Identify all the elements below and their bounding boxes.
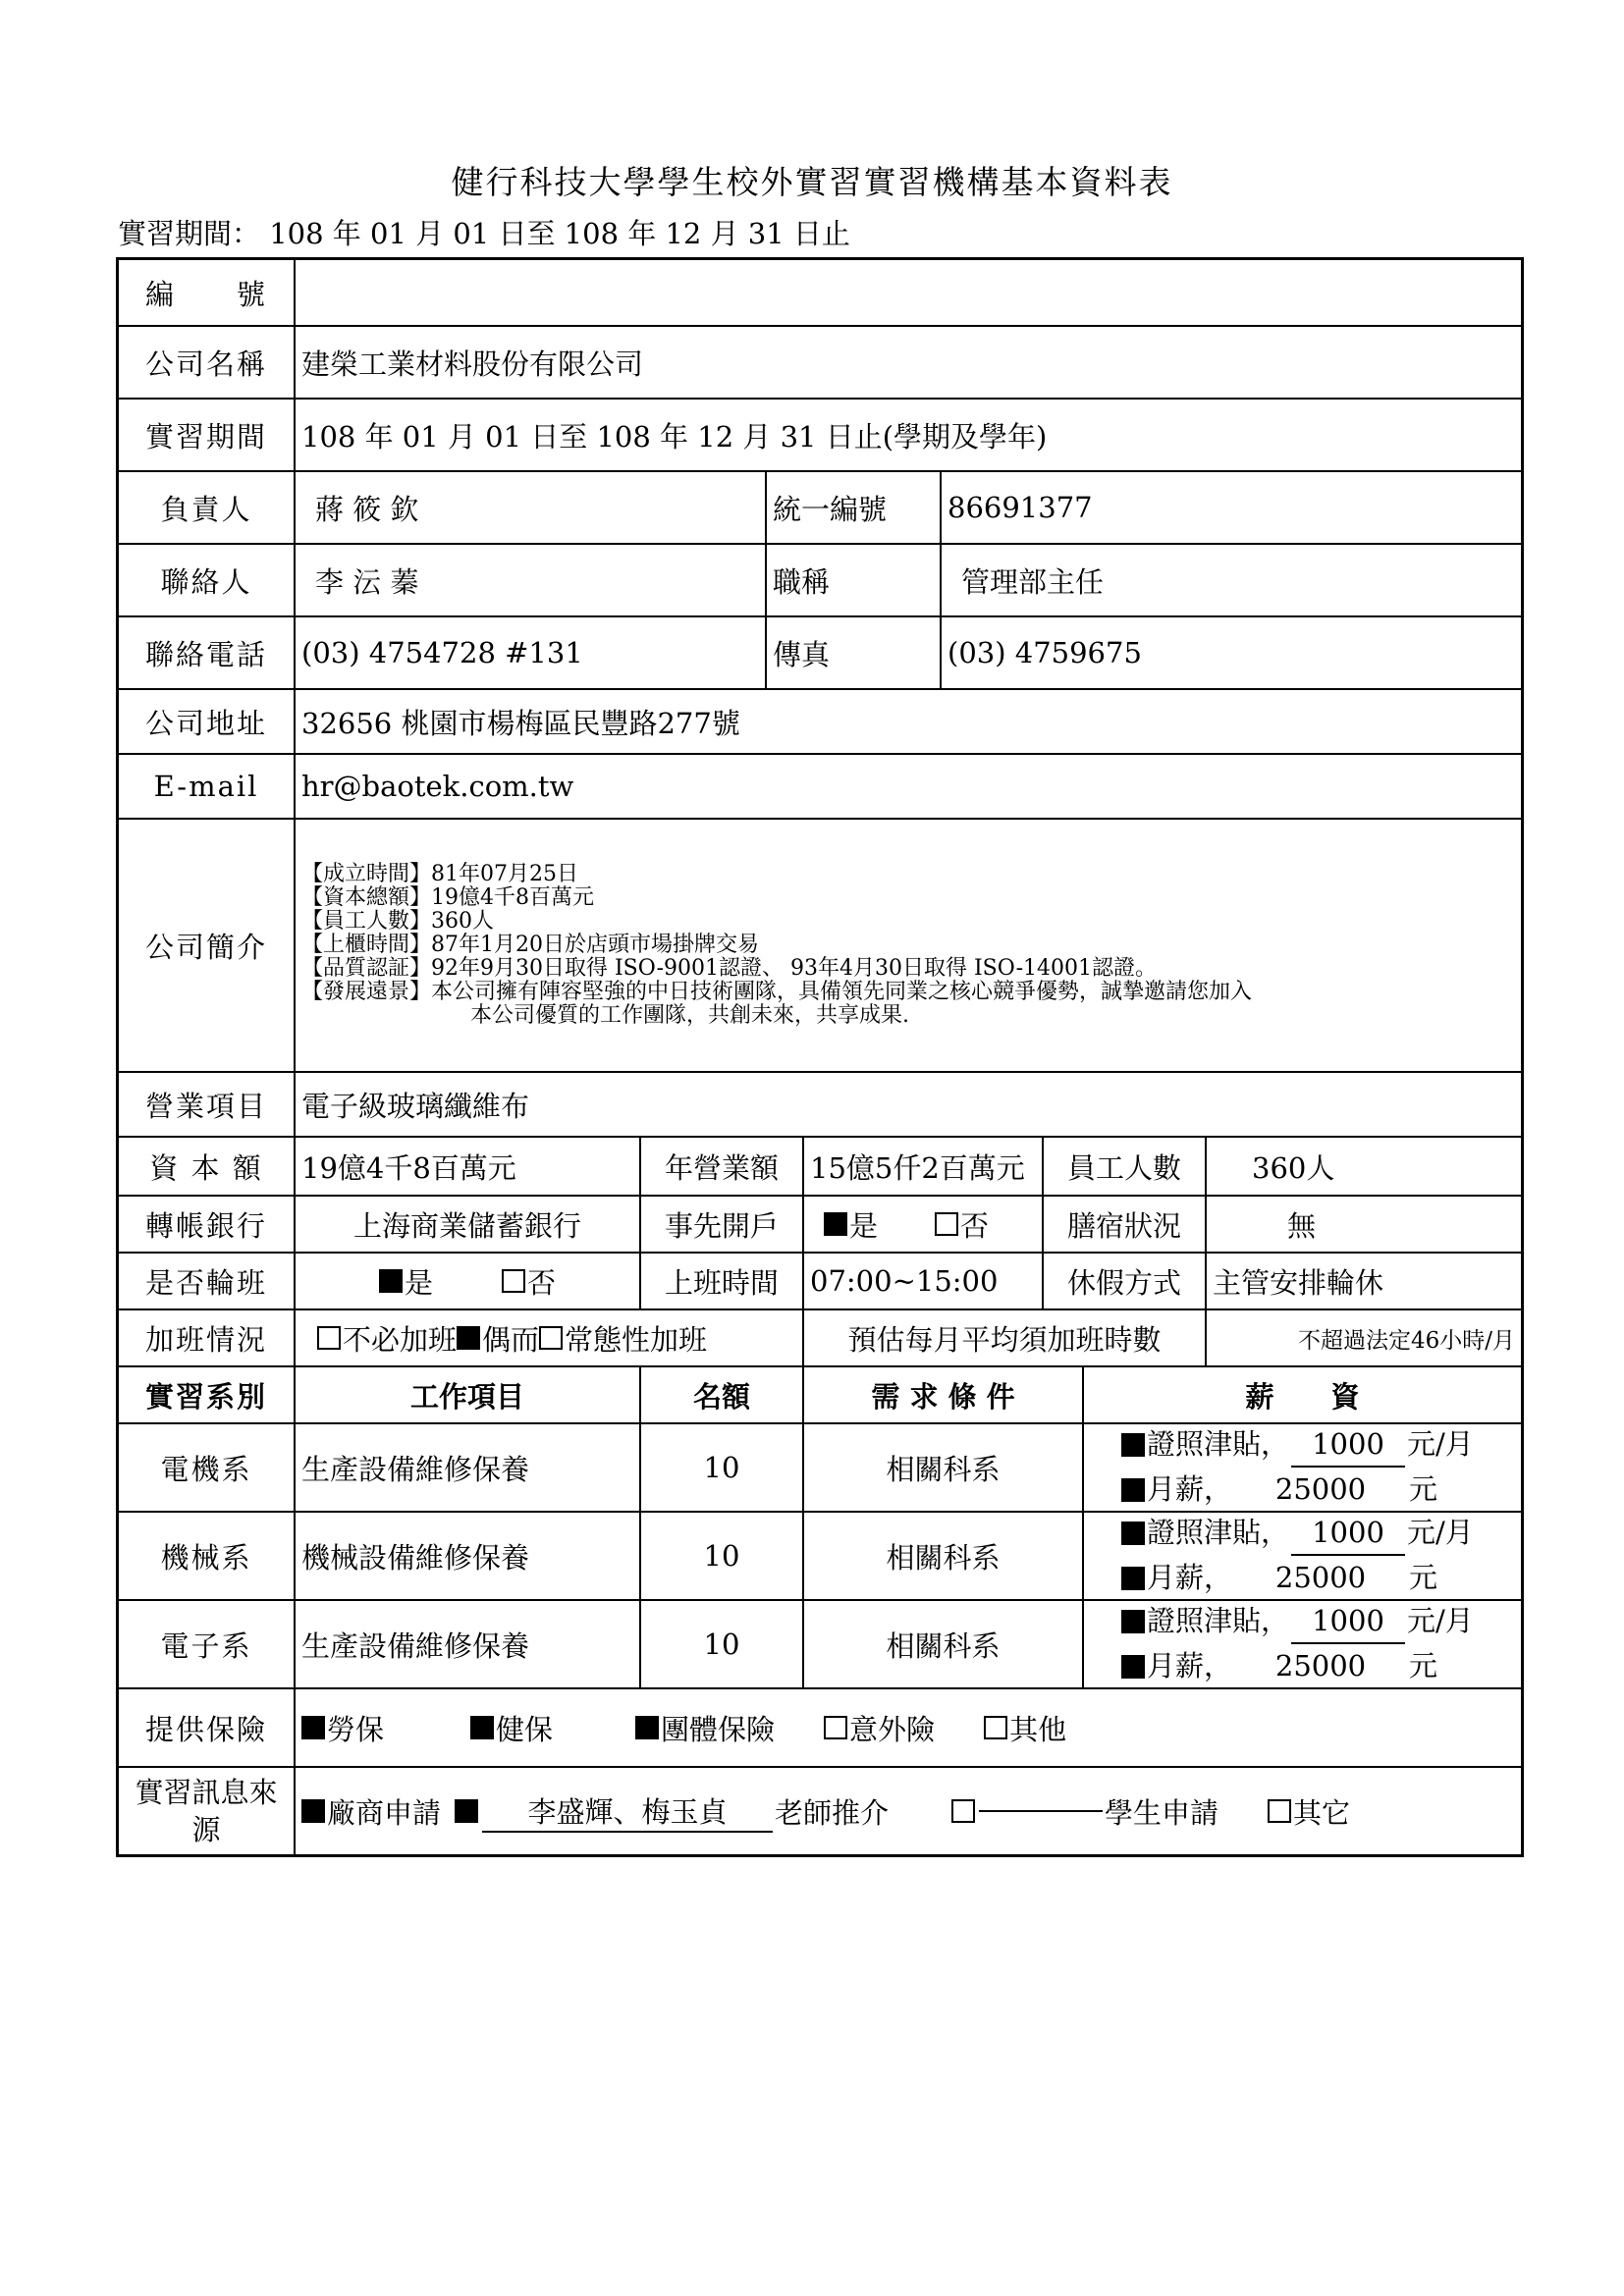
overtime-options xyxy=(294,1310,802,1365)
header-quota: 名額 xyxy=(639,1367,802,1422)
src-teacher-names: 李盛輝、梅玉貞 xyxy=(482,1790,773,1833)
src-teacher-checkbox[interactable] xyxy=(455,1799,478,1823)
row-phone xyxy=(119,615,1521,688)
source-options xyxy=(294,1768,1521,1854)
phone-value: (03) 4754728 #131 xyxy=(294,617,765,688)
row-intro xyxy=(119,818,1521,1071)
allowance-checkbox[interactable] xyxy=(1121,1433,1145,1457)
ot-occasional-checkbox[interactable] xyxy=(457,1326,480,1350)
period-value: 108 年 01 月 01 日至 108 年 12 月 31 日止(學期及學年) xyxy=(294,400,1521,470)
position-quota: 10 xyxy=(639,1513,802,1599)
src-other-checkbox[interactable] xyxy=(1268,1799,1291,1823)
ot-hours-label: 預估每月平均須加班時數 xyxy=(802,1310,1205,1365)
source-label-line2: 源 xyxy=(191,1813,221,1846)
row-address xyxy=(119,688,1521,753)
position-req: 相關科系 xyxy=(802,1424,1082,1511)
ins-health-label: 健保 xyxy=(496,1712,554,1746)
address-value: 32656 桃園市楊梅區民豐路277號 xyxy=(294,690,1521,753)
owner-value: 蔣 筱 欽 xyxy=(294,472,765,543)
intro-line: 【員工人數】360人 xyxy=(301,909,494,934)
ins-health-checkbox[interactable] xyxy=(470,1716,494,1739)
info-form xyxy=(116,257,1524,1857)
ot-hours-value: 不超過法定46小時/月 xyxy=(1205,1310,1521,1365)
position-quota: 10 xyxy=(639,1601,802,1687)
position-salary xyxy=(1082,1424,1521,1511)
fax-value: (03) 4759675 xyxy=(940,617,1521,688)
contact-label: 聯絡人 xyxy=(160,564,252,599)
shift-no-checkbox[interactable] xyxy=(502,1269,525,1293)
position-row xyxy=(119,1599,1521,1687)
allowance-unit: 元/月 xyxy=(1407,1516,1474,1549)
staff-label: 員工人數 xyxy=(1042,1138,1205,1195)
insurance-options xyxy=(294,1689,1521,1766)
row-business xyxy=(119,1071,1521,1136)
allowance-checkbox[interactable] xyxy=(1121,1522,1145,1545)
preaccount-yes-label: 是 xyxy=(849,1208,879,1243)
src-company-label: 廠商申請 xyxy=(327,1795,442,1830)
allowance-label: 證照津貼， xyxy=(1147,1427,1290,1461)
revenue-value: 15億5仟2百萬元 xyxy=(802,1138,1042,1195)
ot-occasional-label: 偶而 xyxy=(482,1322,540,1357)
ins-group-checkbox[interactable] xyxy=(635,1716,659,1739)
ot-regular-label: 常態性加班 xyxy=(565,1322,708,1357)
jobtitle-label: 職稱 xyxy=(765,545,940,615)
shift-label: 是否輪班 xyxy=(144,1265,267,1300)
monthly-salary-label: 月薪， xyxy=(1147,1472,1233,1506)
capital-label: 資 本 額 xyxy=(149,1150,263,1185)
position-req: 相關科系 xyxy=(802,1513,1082,1599)
preaccount-yes-checkbox[interactable] xyxy=(824,1212,847,1236)
row-id xyxy=(119,260,1521,325)
monthly-salary-amount: 25000 xyxy=(1234,1468,1407,1511)
preaccount-label: 事先開戶 xyxy=(639,1197,802,1252)
monthly-salary-label: 月薪， xyxy=(1147,1561,1233,1594)
intro-label: 公司簡介 xyxy=(144,930,267,964)
ins-other-checkbox[interactable] xyxy=(984,1716,1007,1739)
position-work: 機械設備維修保養 xyxy=(294,1513,639,1599)
position-dept: 電子系 xyxy=(160,1629,252,1663)
company-value: 建榮工業材料股份有限公司 xyxy=(294,327,1521,398)
monthly-salary-amount: 25000 xyxy=(1234,1556,1407,1599)
src-student-label: 學生申請 xyxy=(1105,1795,1219,1830)
src-other-label: 其它 xyxy=(1293,1795,1351,1830)
intro-line: 【上櫃時間】87年1月20日於店頭市場掛牌交易 xyxy=(301,933,759,957)
intro-line: 【發展遠景】本公司擁有陣容堅強的中日技術團隊，具備領先同業之核心競爭優勢，誠摯邀請您加入 xyxy=(301,980,1253,1004)
ot-none-checkbox[interactable] xyxy=(317,1326,341,1350)
src-student-checkbox[interactable] xyxy=(951,1799,975,1823)
header-req: 需 求 條 件 xyxy=(802,1367,1082,1422)
overtime-label: 加班情況 xyxy=(144,1322,267,1357)
email-value: hr@baotek.com.tw xyxy=(294,755,1521,818)
ins-other-label: 其他 xyxy=(1009,1712,1067,1746)
position-dept: 機械系 xyxy=(160,1540,252,1575)
ot-none-label: 不必加班 xyxy=(343,1322,458,1357)
phone-label: 聯絡電話 xyxy=(144,637,267,671)
intro-line: 【品質認証】92年9月30日取得 ISO-9001認證、 93年4月30日取得 ISO-14001認證。 xyxy=(301,956,1157,981)
monthly-salary-unit: 元 xyxy=(1409,1649,1438,1682)
monthly-salary-checkbox[interactable] xyxy=(1121,1478,1145,1502)
row-source xyxy=(119,1766,1521,1854)
row-period xyxy=(119,398,1521,470)
position-salary xyxy=(1082,1513,1521,1599)
preaccount-options xyxy=(802,1197,1042,1252)
source-label xyxy=(119,1768,294,1854)
id-label: 編 號 xyxy=(144,277,267,311)
fax-label: 傳真 xyxy=(765,617,940,688)
ins-accident-checkbox[interactable] xyxy=(824,1716,847,1739)
ins-group-label: 團體保險 xyxy=(661,1712,776,1746)
row-bank xyxy=(119,1195,1521,1252)
allowance-amount: 1000 xyxy=(1291,1601,1405,1644)
position-work: 生產設備維修保養 xyxy=(294,1601,639,1687)
revenue-label: 年營業額 xyxy=(639,1138,802,1195)
position-row xyxy=(119,1422,1521,1511)
taxid-value: 86691377 xyxy=(940,472,1521,543)
monthly-salary-amount: 25000 xyxy=(1234,1644,1407,1687)
insurance-label: 提供保險 xyxy=(144,1712,267,1746)
preaccount-no-checkbox[interactable] xyxy=(935,1212,958,1236)
jobtitle-value: 管理部主任 xyxy=(940,545,1521,615)
header-salary: 薪 資 xyxy=(1082,1367,1521,1422)
allowance-unit: 元/月 xyxy=(1407,1427,1474,1461)
contact-value: 李 沄 蓁 xyxy=(294,545,765,615)
allowance-checkbox[interactable] xyxy=(1121,1610,1145,1633)
ins-labor-checkbox[interactable] xyxy=(301,1716,325,1739)
owner-label: 負責人 xyxy=(160,492,252,526)
src-teacher-label: 老師推介 xyxy=(775,1795,890,1830)
bank-value: 上海商業儲蓄銀行 xyxy=(294,1197,639,1252)
email-label: E-mail xyxy=(153,770,259,803)
row-shift xyxy=(119,1252,1521,1308)
period-line: 實習期間： 108 年 01 月 01 日至 108 年 12 月 31 日止 xyxy=(118,217,850,250)
intro-line: 本公司優質的工作團隊，共創未來，共享成果. xyxy=(470,1003,909,1028)
form-title: 健行科技大學學生校外實習實習機構基本資料表 xyxy=(451,163,1173,201)
business-value: 電子級玻璃纖維布 xyxy=(294,1073,1521,1136)
monthly-salary-unit: 元 xyxy=(1409,1561,1438,1594)
leave-label: 休假方式 xyxy=(1042,1254,1205,1308)
position-salary xyxy=(1082,1601,1521,1687)
taxid-label: 統一編號 xyxy=(765,472,940,543)
header-work: 工作項目 xyxy=(294,1367,639,1422)
monthly-salary-checkbox[interactable] xyxy=(1121,1567,1145,1590)
allowance-amount: 1000 xyxy=(1291,1513,1405,1556)
ins-labor-label: 勞保 xyxy=(327,1712,385,1746)
allowance-unit: 元/月 xyxy=(1407,1604,1474,1637)
position-work: 生產設備維修保養 xyxy=(294,1424,639,1511)
worktime-label: 上班時間 xyxy=(639,1254,802,1308)
row-overtime xyxy=(119,1308,1521,1365)
worktime-value: 07:00~15:00 xyxy=(802,1254,1042,1308)
src-student-blank xyxy=(979,1810,1103,1812)
position-dept: 電機系 xyxy=(160,1452,252,1486)
monthly-salary-checkbox[interactable] xyxy=(1121,1655,1145,1679)
capital-value: 19億4千8百萬元 xyxy=(294,1138,639,1195)
staff-value: 360人 xyxy=(1205,1138,1521,1195)
business-label: 營業項目 xyxy=(144,1089,267,1123)
shift-yes-label: 是 xyxy=(404,1265,433,1300)
row-insurance xyxy=(119,1687,1521,1766)
preaccount-no-label: 否 xyxy=(960,1208,990,1243)
id-value xyxy=(294,260,1521,325)
monthly-salary-label: 月薪， xyxy=(1147,1649,1233,1682)
bank-label: 轉帳銀行 xyxy=(144,1208,267,1243)
row-company xyxy=(119,325,1521,398)
row-contact xyxy=(119,543,1521,615)
src-company-checkbox[interactable] xyxy=(301,1799,325,1823)
intro-block xyxy=(294,820,1521,1071)
position-quota: 10 xyxy=(639,1424,802,1511)
intro-line: 【資本總額】19億4千8百萬元 xyxy=(301,885,594,910)
allowance-label: 證照津貼， xyxy=(1147,1604,1290,1637)
positions-header xyxy=(119,1365,1521,1422)
position-req: 相關科系 xyxy=(802,1601,1082,1687)
board-label: 膳宿狀況 xyxy=(1042,1197,1205,1252)
allowance-amount: 1000 xyxy=(1291,1424,1405,1468)
shift-options xyxy=(294,1254,639,1308)
company-label: 公司名稱 xyxy=(144,347,267,381)
ins-accident-label: 意外險 xyxy=(849,1712,936,1746)
address-label: 公司地址 xyxy=(144,706,267,740)
shift-no-label: 否 xyxy=(527,1265,557,1300)
row-owner xyxy=(119,470,1521,543)
intro-line: 【成立時間】81年07月25日 xyxy=(301,862,578,886)
header-dept: 實習系別 xyxy=(144,1379,267,1414)
shift-yes-checkbox[interactable] xyxy=(379,1269,403,1293)
position-row xyxy=(119,1511,1521,1599)
period-label: 實習期間 xyxy=(144,419,267,454)
source-label-line1: 實習訊息來 xyxy=(135,1776,278,1809)
allowance-label: 證照津貼， xyxy=(1147,1516,1290,1549)
row-capital xyxy=(119,1136,1521,1195)
board-value: 無 xyxy=(1205,1197,1521,1252)
monthly-salary-unit: 元 xyxy=(1409,1472,1438,1506)
leave-value: 主管安排輪休 xyxy=(1205,1254,1521,1308)
row-email xyxy=(119,753,1521,818)
ot-regular-checkbox[interactable] xyxy=(539,1326,563,1350)
